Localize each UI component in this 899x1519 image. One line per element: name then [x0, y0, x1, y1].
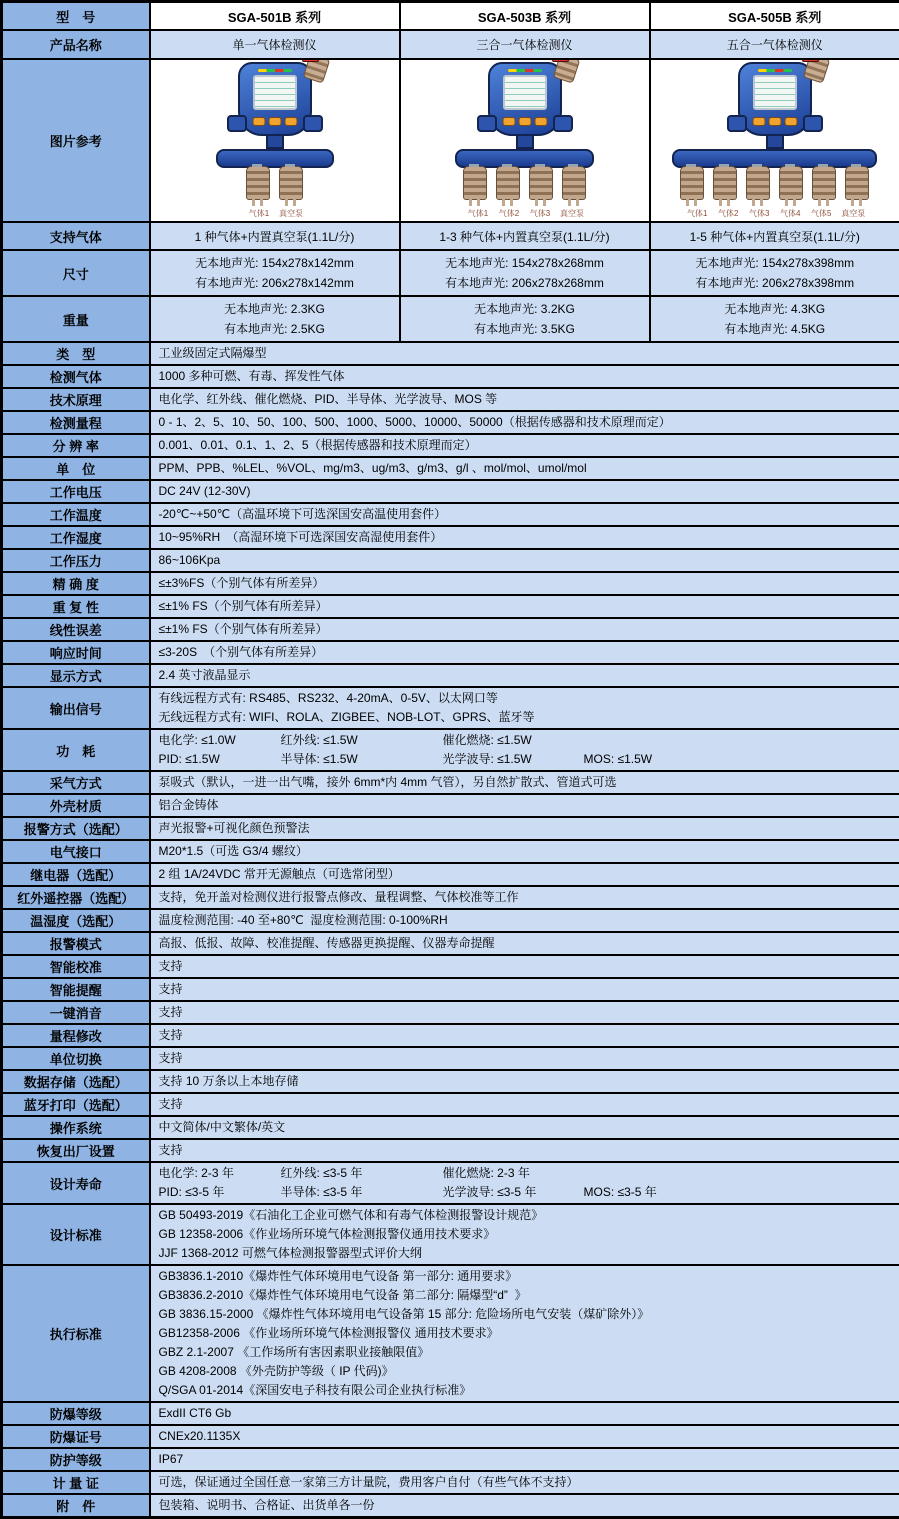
spec-label: 技术原理 — [2, 388, 150, 411]
weight-row — [2, 296, 899, 342]
spec-label: 温湿度（选配） — [2, 909, 150, 932]
model-name-2: SGA-503B 系列 — [400, 2, 650, 31]
spec-value: 电化学、红外线、催化燃烧、PID、半导体、光学波导、MOS 等 — [150, 388, 899, 411]
spec-label: 线性误差 — [2, 618, 150, 641]
spec-value: ≤±1% FS（个别气体有所差异） — [150, 618, 899, 641]
weight-value-2: 无本地声光: 3.2KG 有本地声光: 3.5KG — [400, 296, 650, 342]
spec-label: 检测气体 — [2, 365, 150, 388]
mount-wing-left — [227, 115, 247, 132]
spec-value: 可选，保证通过全国任意一家第三方计量院，费用客户自付（有些气体不支持） — [150, 1471, 899, 1494]
spec-value: 包装箱、说明书、合格证、出货单各一份 — [150, 1494, 899, 1518]
spec-label: 分 辨 率 — [2, 434, 150, 457]
spec-row — [2, 955, 899, 978]
spec-row — [2, 729, 899, 771]
supported-gas-row — [2, 222, 899, 250]
gallery-cell-2 — [400, 59, 650, 222]
spec-value: DC 24V (12-30V) — [150, 480, 899, 503]
model-row-label: 型 号 — [2, 2, 150, 31]
spec-value: -20℃~+50℃（高温环境下可选深国安高温使用套件） — [150, 503, 899, 526]
spec-row — [2, 840, 899, 863]
spec-label: 功 耗 — [2, 729, 150, 771]
product-name-3: 五合一气体检测仪 — [650, 30, 899, 59]
gallery-row — [2, 59, 899, 222]
spec-value: ≤±1% FS（个别气体有所差异） — [150, 595, 899, 618]
spec-label: 量程修改 — [2, 1024, 150, 1047]
spec-label: 防爆证号 — [2, 1425, 150, 1448]
spec-label: 工作湿度 — [2, 526, 150, 549]
sensor-label: 气体3 — [529, 208, 551, 219]
spec-label: 执行标准 — [2, 1265, 150, 1402]
sensor-row — [672, 168, 877, 200]
spec-row — [2, 1116, 899, 1139]
size-value-1: 无本地声光: 154x278x142mm 有本地声光: 206x278x142mm — [150, 250, 400, 296]
spec-row — [2, 1425, 899, 1448]
spec-label: 采气方式 — [2, 771, 150, 794]
detector-stem — [516, 136, 534, 149]
product-row-label: 产品名称 — [2, 30, 150, 59]
spec-label: 附 件 — [2, 1494, 150, 1518]
spec-value: 有线远程方式有: RS485、RS232、4-20mA、0-5V、以太网口等 无线远程方式有: WIFI、ROLA、ZIGBEE、NOB-LOT、GPRS、蓝牙等 — [150, 687, 899, 729]
spec-row — [2, 1471, 899, 1494]
spec-label: 检测量程 — [2, 411, 150, 434]
spec-value: 泵吸式（默认，一进一出气嘴，接外 6mm*内 4mm 气管），另自然扩散式、管道式可选 — [150, 771, 899, 794]
manifold-bar — [672, 149, 877, 168]
spec-label: 计 量 证 — [2, 1471, 150, 1494]
sensor-label: 气体2 — [717, 208, 739, 219]
led-strip-icon — [258, 69, 292, 72]
sensor-label: 真空泵 — [279, 208, 301, 219]
sensor-label: 气体1 — [686, 208, 708, 219]
product-name-1: 单一气体检测仪 — [150, 30, 400, 59]
detector-stem — [766, 136, 784, 149]
spec-row — [2, 909, 899, 932]
spec-value: ≤±3%FS（个别气体有所差异） — [150, 572, 899, 595]
alarm-beacon-icon — [302, 59, 319, 62]
lcd-screen — [753, 75, 797, 110]
spec-label: 显示方式 — [2, 664, 150, 687]
spec-row — [2, 886, 899, 909]
spec-row — [2, 1070, 899, 1093]
spec-value: 支持，免开盖对检测仪进行报警点修改、量程调整、气体校准等工作 — [150, 886, 899, 909]
spec-value: 支持 — [150, 978, 899, 1001]
gas-detector-illustration — [455, 62, 594, 219]
spec-row — [2, 1047, 899, 1070]
size-row — [2, 250, 899, 296]
spec-value: 电化学: 2-3 年 红外线: ≤3-5 年 催化燃烧: 2-3 年 PID: ≤3-5 年 半导体: ≤3-5 年 光学波导: ≤3-5 年 MOS: ≤3-5 年 — [150, 1162, 899, 1204]
spec-value: 支持 — [150, 1024, 899, 1047]
sensor-cylinder-icon — [496, 166, 520, 200]
spec-row — [2, 434, 899, 457]
spec-row — [2, 817, 899, 840]
gallery-cell-3 — [650, 59, 899, 222]
spec-row — [2, 480, 899, 503]
mount-wing-right — [553, 115, 573, 132]
mount-wing-left — [727, 115, 747, 132]
spec-value: 0.001、0.01、0.1、1、2、5（根据传感器和技术原理而定） — [150, 434, 899, 457]
spec-value: 电化学: ≤1.0W 红外线: ≤1.5W 催化燃烧: ≤1.5W PID: ≤1.5W 半导体: ≤1.5W 光学波导: ≤1.5W MOS: ≤1.5W — [150, 729, 899, 771]
spec-value: 温度检测范围: -40 至+80℃ 湿度检测范围: 0-100%RH — [150, 909, 899, 932]
sensor-label: 气体1 — [248, 208, 270, 219]
spec-row — [2, 1402, 899, 1425]
spec-row — [2, 1093, 899, 1116]
sounder-icon — [302, 59, 330, 84]
sensor-cylinder-icon — [845, 166, 869, 200]
spec-row — [2, 641, 899, 664]
spec-value: 支持 10 万条以上本地存储 — [150, 1070, 899, 1093]
detector-head — [488, 62, 562, 136]
spec-row — [2, 595, 899, 618]
weight-label: 重量 — [2, 296, 150, 342]
model-name-3: SGA-505B 系列 — [650, 2, 899, 31]
alarm-beacon-icon — [802, 59, 819, 62]
spec-label: 工作压力 — [2, 549, 150, 572]
spec-row — [2, 664, 899, 687]
spec-value: 2.4 英寸液晶显示 — [150, 664, 899, 687]
spec-value: 声光报警+可视化颜色预警法 — [150, 817, 899, 840]
spec-row — [2, 388, 899, 411]
sensor-cylinder-icon — [812, 166, 836, 200]
spec-label: 电气接口 — [2, 840, 150, 863]
button-panel — [502, 117, 547, 126]
gallery-row-label: 图片参考 — [2, 59, 150, 222]
sensor-cylinder-icon — [463, 166, 487, 200]
spec-label: 单位切换 — [2, 1047, 150, 1070]
sensor-row — [455, 168, 594, 200]
lcd-screen — [253, 75, 297, 110]
spec-label: 工作温度 — [2, 503, 150, 526]
spec-row — [2, 618, 899, 641]
spec-row — [2, 342, 899, 365]
spec-row — [2, 1139, 899, 1162]
spec-value: 支持 — [150, 955, 899, 978]
detector-head — [738, 62, 812, 136]
size-value-3: 无本地声光: 154x278x398mm 有本地声光: 206x278x398mm — [650, 250, 899, 296]
spec-label: 红外遥控器（选配） — [2, 886, 150, 909]
spec-value: CNEx20.1135X — [150, 1425, 899, 1448]
spec-row — [2, 1448, 899, 1471]
size-label: 尺寸 — [2, 250, 150, 296]
manifold-bar — [216, 149, 334, 168]
detector-stem — [266, 136, 284, 149]
spec-label: 报警方式（选配） — [2, 817, 150, 840]
sensor-row — [238, 168, 311, 200]
sensor-label: 真空泵 — [841, 208, 863, 219]
spec-value: 支持 — [150, 1001, 899, 1024]
spec-row — [2, 1204, 899, 1265]
sensor-label-row — [678, 208, 871, 219]
spec-row — [2, 932, 899, 955]
product-row — [2, 30, 899, 59]
spec-row — [2, 457, 899, 480]
sensor-cylinder-icon — [279, 166, 303, 200]
spec-label: 报警模式 — [2, 932, 150, 955]
led-strip-icon — [508, 69, 542, 72]
spec-label: 防爆等级 — [2, 1402, 150, 1425]
spec-value: 支持 — [150, 1047, 899, 1070]
spec-row — [2, 411, 899, 434]
button-panel — [752, 117, 797, 126]
spec-row — [2, 794, 899, 817]
sounder-icon — [802, 59, 830, 84]
spec-label: 输出信号 — [2, 687, 150, 729]
spec-label: 设计寿命 — [2, 1162, 150, 1204]
spec-value: 0 - 1、2、5、10、50、100、500、1000、5000、10000、50000（根据传感器和技术原理而定） — [150, 411, 899, 434]
lcd-screen — [503, 75, 547, 110]
spec-value: 工业级固定式隔爆型 — [150, 342, 899, 365]
spec-row — [2, 365, 899, 388]
sensor-cylinder-icon — [529, 166, 553, 200]
spec-row — [2, 1265, 899, 1402]
detector-head — [238, 62, 312, 136]
sensor-cylinder-icon — [779, 166, 803, 200]
spec-label: 智能提醒 — [2, 978, 150, 1001]
supported-gas-label: 支持气体 — [2, 222, 150, 250]
spec-row — [2, 1162, 899, 1204]
sensor-label: 真空泵 — [560, 208, 582, 219]
sensor-label: 气体5 — [810, 208, 832, 219]
sensor-cylinder-icon — [562, 166, 586, 200]
spec-row — [2, 572, 899, 595]
spec-label: 类 型 — [2, 342, 150, 365]
sensor-cylinder-icon — [246, 166, 270, 200]
spec-label: 设计标准 — [2, 1204, 150, 1265]
sensor-label: 气体4 — [779, 208, 801, 219]
spec-label: 一键消音 — [2, 1001, 150, 1024]
model-row — [2, 2, 899, 31]
spec-label: 工作电压 — [2, 480, 150, 503]
sensor-cylinder-icon — [713, 166, 737, 200]
spec-value: 1000 多种可燃、有毒、挥发性气体 — [150, 365, 899, 388]
spec-row — [2, 1024, 899, 1047]
spec-row — [2, 1494, 899, 1518]
spec-value: GB 50493-2019《石油化工企业可燃气体和有毒气体检测报警设计规范》 GB 12358-2006《作业场所环境气体检测报警仪通用技术要求》 JJF 1368-2012 可燃气体检测报警器型式评价大纲 — [150, 1204, 899, 1265]
weight-value-3: 无本地声光: 4.3KG 有本地声光: 4.5KG — [650, 296, 899, 342]
spec-value: PPM、PPB、%LEL、%VOL、mg/m3、ug/m3、g/m3、g/l 、mol/mol、umol/mol — [150, 457, 899, 480]
spec-label: 精 确 度 — [2, 572, 150, 595]
mount-wing-right — [303, 115, 323, 132]
spec-value: M20*1.5（可选 G3/4 螺纹） — [150, 840, 899, 863]
spec-label: 响应时间 — [2, 641, 150, 664]
spec-label: 重 复 性 — [2, 595, 150, 618]
size-value-2: 无本地声光: 154x278x268mm 有本地声光: 206x278x268mm — [400, 250, 650, 296]
spec-label: 智能校准 — [2, 955, 150, 978]
spec-label: 单 位 — [2, 457, 150, 480]
spec-row — [2, 978, 899, 1001]
spec-row — [2, 863, 899, 886]
spec-value: 支持 — [150, 1093, 899, 1116]
sensor-label: 气体2 — [498, 208, 520, 219]
spec-label: 数据存储（选配） — [2, 1070, 150, 1093]
model-name-1: SGA-501B 系列 — [150, 2, 400, 31]
spec-value: 10~95%RH （高湿环境下可选深国安高湿使用套件） — [150, 526, 899, 549]
spec-value: ≤3-20S （个别气体有所差异） — [150, 641, 899, 664]
spec-value: 86~106Kpa — [150, 549, 899, 572]
alarm-beacon-icon — [552, 59, 569, 62]
spec-label: 外壳材质 — [2, 794, 150, 817]
spec-label: 继电器（选配） — [2, 863, 150, 886]
spec-value: 支持 — [150, 1139, 899, 1162]
mount-wing-left — [477, 115, 497, 132]
sensor-label: 气体1 — [467, 208, 489, 219]
gas-detector-illustration — [216, 62, 334, 219]
mount-wing-right — [803, 115, 823, 132]
spec-row — [2, 771, 899, 794]
spec-value: 2 组 1A/24VDC 常开无源触点（可选常闭型） — [150, 863, 899, 886]
spec-row — [2, 526, 899, 549]
spec-value: 高报、低报、故障、校准提醒、传感器更换提醒、仪器寿命提醒 — [150, 932, 899, 955]
spec-label: 恢复出厂设置 — [2, 1139, 150, 1162]
sounder-icon — [552, 59, 580, 84]
spec-row — [2, 503, 899, 526]
button-panel — [252, 117, 297, 126]
spec-label: 蓝牙打印（选配） — [2, 1093, 150, 1116]
sensor-cylinder-icon — [680, 166, 704, 200]
spec-label: 操作系统 — [2, 1116, 150, 1139]
sensor-label: 气体3 — [748, 208, 770, 219]
sensor-label-row — [459, 208, 590, 219]
led-strip-icon — [758, 69, 792, 72]
supported-gas-2: 1-3 种气体+内置真空泵(1.1L/分) — [400, 222, 650, 250]
spec-value: IP67 — [150, 1448, 899, 1471]
sensor-label-row — [240, 208, 309, 219]
gallery-cell-1 — [150, 59, 400, 222]
spec-value: GB3836.1-2010《爆炸性气体环境用电气设备 第一部分: 通用要求》 GB3836.2-2010《爆炸性气体环境用电气设备 第二部分: 隔爆型“d” 》 GB 3836.15-2000 《爆炸性气体环境用电气设备第 15 部分: 危险场所电气安装（煤矿除外）》 GB12358-2006 《作业场所环境气体检测报警仪 通用技术要求》 GBZ 2.1-2007 《工作场所有害因素职业接触限值》 GB 4208-2008 《外壳防护等级（ IP 代码)》 Q/SGA 01-2014《深国安电子科技有限公司企业执行标准》 — [150, 1265, 899, 1402]
spec-row — [2, 1001, 899, 1024]
spec-row — [2, 687, 899, 729]
product-name-2: 三合一气体检测仪 — [400, 30, 650, 59]
spec-row — [2, 549, 899, 572]
spec-label: 防护等级 — [2, 1448, 150, 1471]
spec-value: 中文简体/中文繁体/英文 — [150, 1116, 899, 1139]
gas-detector-illustration — [672, 62, 877, 219]
spec-value: ExdII CT6 Gb — [150, 1402, 899, 1425]
supported-gas-1: 1 种气体+内置真空泵(1.1L/分) — [150, 222, 400, 250]
spec-value: 铝合金铸体 — [150, 794, 899, 817]
supported-gas-3: 1-5 种气体+内置真空泵(1.1L/分) — [650, 222, 899, 250]
weight-value-1: 无本地声光: 2.3KG 有本地声光: 2.5KG — [150, 296, 400, 342]
sensor-cylinder-icon — [746, 166, 770, 200]
